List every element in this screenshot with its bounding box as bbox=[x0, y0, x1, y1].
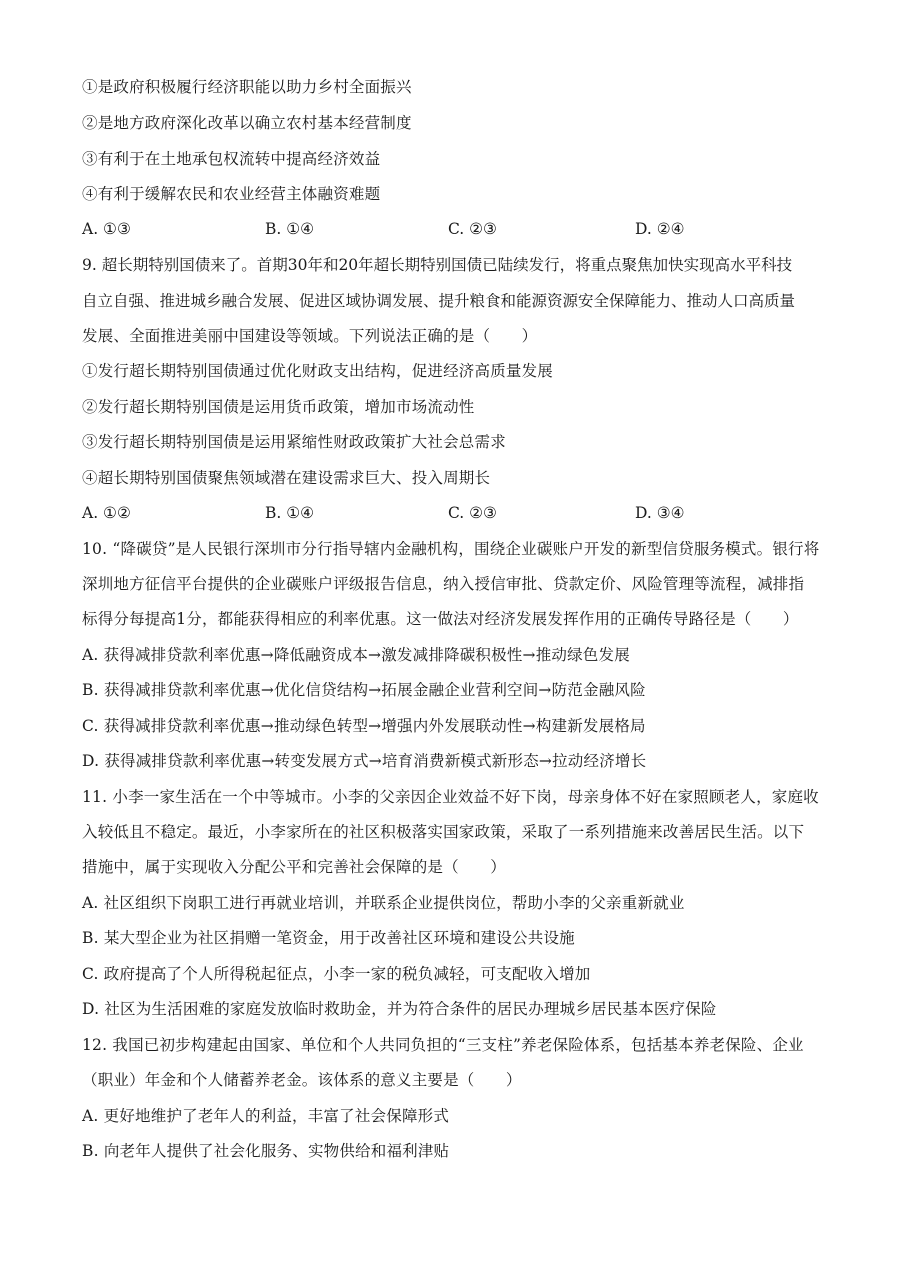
q11-option-c: C. 政府提高了个人所得税起征点，小李一家的税负减轻，可支配收入增加 bbox=[82, 965, 591, 983]
q10-option-d: D. 获得减排贷款利率优惠→转变发展方式→培育消费新模式新形态→拉动经济增长 bbox=[82, 752, 647, 770]
q9-item-1: ①发行超长期特别国债通过优化财政支出结构，促进经济高质量发展 bbox=[82, 362, 554, 380]
q11-stem-line-2: 入较低且不稳定。最近，小李家所在的社区积极落实国家政策，采取了一系列措施来改善居民生活。以下 bbox=[82, 823, 805, 841]
q10-stem-line-3: 标得分每提高1分，都能获得相应的利率优惠。这一做法对经济发展发挥作用的正确传导路径是（ ） bbox=[82, 610, 799, 628]
q10-stem-line-2: 深圳地方征信平台提供的企业碳账户评级报告信息，纳入授信审批、贷款定价、风险管理等流程，减排指 bbox=[82, 575, 805, 593]
q11-option-d: D. 社区为生活困难的家庭发放临时救助金，并为符合条件的居民办理城乡居民基本医疗保险 bbox=[82, 1000, 717, 1018]
q8-item-1: ①是政府积极履行经济职能以助力乡村全面振兴 bbox=[82, 78, 412, 96]
q12-stem-line-1: 12. 我国已初步构建起由国家、单位和个人共同负担的“三支柱”养老保险体系，包括基本养老保险、企业 bbox=[82, 1036, 804, 1054]
q11-option-b: B. 某大型企业为社区捐赠一笔资金，用于改善社区环境和建设公共设施 bbox=[82, 929, 575, 947]
q9-option-d: D. ③④ bbox=[635, 504, 685, 522]
q11-stem-line-1: 11. 小李一家生活在一个中等城市。小李的父亲因企业效益不好下岗，母亲身体不好在家照顾老人，家庭收 bbox=[82, 788, 819, 806]
q10-option-b: B. 获得减排贷款利率优惠→优化信贷结构→拓展金融企业营利空间→防范金融风险 bbox=[82, 681, 646, 699]
q9-stem-line-3: 发展、全面推进美丽中国建设等领域。下列说法正确的是（ ） bbox=[82, 327, 538, 345]
q9-item-2: ②发行超长期特别国债是运用货币政策，增加市场流动性 bbox=[82, 398, 475, 416]
q10-option-a: A. 获得减排贷款利率优惠→降低融资成本→激发减排降碳积极性→推动绿色发展 bbox=[82, 646, 630, 664]
q10-option-c: C. 获得减排贷款利率优惠→推动绿色转型→增强内外发展联动性→构建新发展格局 bbox=[82, 717, 646, 735]
q8-item-4: ④有利于缓解农民和农业经营主体融资难题 bbox=[82, 185, 381, 203]
q9-option-a: A. ①② bbox=[82, 504, 131, 522]
q8-item-3: ③有利于在土地承包权流转中提高经济效益 bbox=[82, 150, 381, 168]
q9-option-c: C. ②③ bbox=[448, 504, 497, 522]
q9-option-b: B. ①④ bbox=[265, 504, 315, 522]
q9-stem-line-2: 自立自强、推进城乡融合发展、促进区域协调发展、提升粮食和能源资源安全保障能力、推动人口高质量 bbox=[82, 292, 796, 310]
q9-item-3: ③发行超长期特别国债是运用紧缩性财政政策扩大社会总需求 bbox=[82, 433, 506, 451]
q8-option-a: A. ①③ bbox=[82, 220, 131, 238]
q8-option-b: B. ①④ bbox=[265, 220, 315, 238]
q8-option-c: C. ②③ bbox=[448, 220, 497, 238]
q11-option-a: A. 社区组织下岗职工进行再就业培训，并联系企业提供岗位，帮助小李的父亲重新就业 bbox=[82, 894, 685, 912]
q8-item-2: ②是地方政府深化改革以确立农村基本经营制度 bbox=[82, 114, 412, 132]
q12-stem-line-2: （职业）年金和个人储蓄养老金。该体系的意义主要是（ ） bbox=[82, 1071, 522, 1089]
q9-item-4: ④超长期特别国债聚焦领域潜在建设需求巨大、投入周期长 bbox=[82, 469, 491, 487]
q9-stem-line-1: 9. 超长期特别国债来了。首期30年和20年超长期特别国债已陆续发行，将重点聚焦加快实现高水平科技 bbox=[82, 256, 793, 274]
q8-option-d: D. ②④ bbox=[635, 220, 685, 238]
q11-stem-line-3: 措施中，属于实现收入分配公平和完善社会保障的是（ ） bbox=[82, 858, 506, 876]
q12-option-b: B. 向老年人提供了社会化服务、实物供给和福利津贴 bbox=[82, 1142, 450, 1160]
q12-option-a: A. 更好地维护了老年人的利益，丰富了社会保障形式 bbox=[82, 1107, 450, 1125]
q10-stem-line-1: 10. “降碳贷”是人民银行深圳市分行指导辖内金融机构，围绕企业碳账户开发的新型信贷服务模式。银行将 bbox=[82, 540, 820, 558]
